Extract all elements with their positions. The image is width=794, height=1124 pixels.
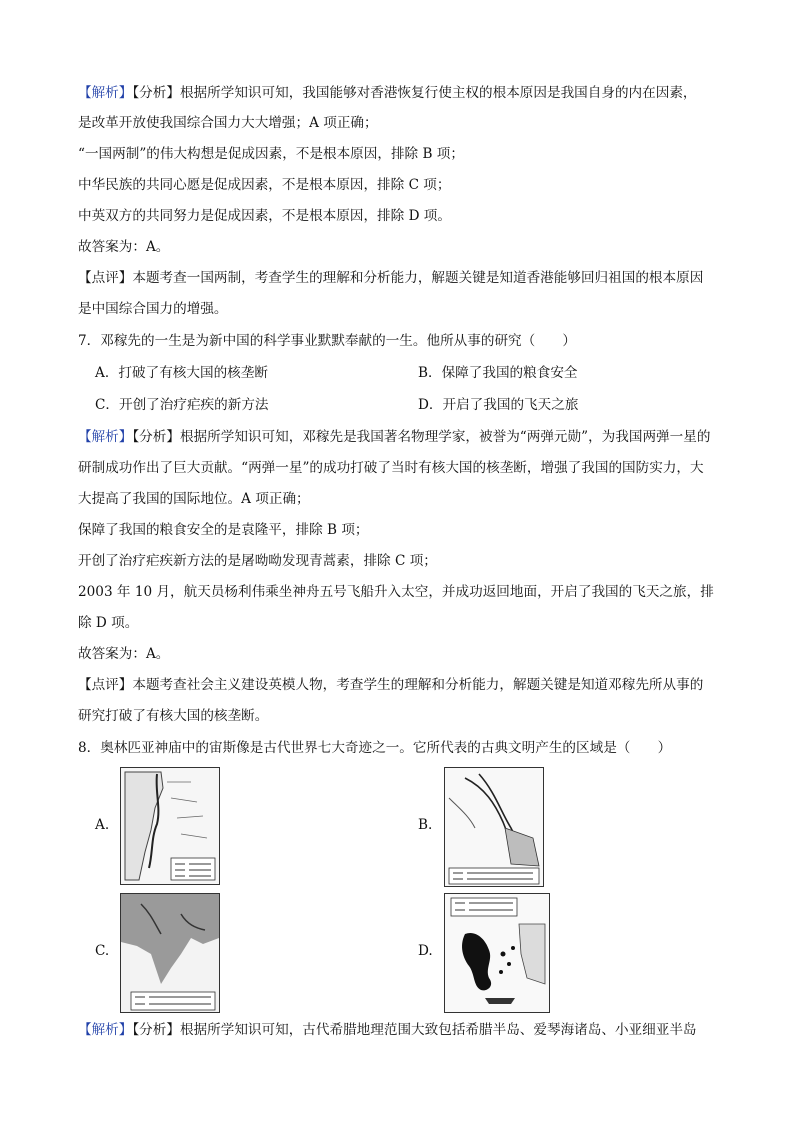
q7-comment-line-1: 【点评】本题考查社会主义建设英模人物，考查学生的理解和分析能力，解题关键是知道邓稼先所从事的 <box>78 677 704 693</box>
q8-option-c-label: C. <box>95 943 110 959</box>
q6-analysis-line-4: 中华民族的共同心愿是促成因素，不是根本原因，排除 C 项； <box>78 177 451 193</box>
q7-option-b: B．保障了我国的粮食安全 <box>418 365 578 381</box>
q7-comment-line-2: 研究打破了有核大国的核垄断。 <box>78 708 269 724</box>
q7-option-d: D．开启了我国的飞天之旅 <box>418 397 579 413</box>
q7-option-a: A．打破了有核大国的核垄断 <box>95 365 268 381</box>
q6-comment-line-2: 是中国综合国力的增强。 <box>78 301 228 317</box>
q7-analysis-line-3: 大提高了我国的国际地位。A 项正确； <box>78 491 310 507</box>
q7-analysis-line-2: 研制成功作出了巨大贡献。“两弹一星”的成功打破了当时有核大国的核垄断，增强了我国的国防实力，大 <box>78 460 704 476</box>
q6-analysis-line-5: 中英双方的共同努力是促成因素，不是根本原因，排除 D 项。 <box>78 208 451 224</box>
q7-option-c: C．开创了治疗疟疾的新方法 <box>95 397 269 413</box>
q7-analysis-line-6: 2003 年 10 月，航天员杨利伟乘坐神舟五号飞船升入太空，并成功返回地面，开启了我国的飞天之旅，排 <box>78 584 714 600</box>
q8-stem: 8．奥林匹亚神庙中的宙斯像是古代世界七大奇迹之一。它所代表的古典文明产生的区域是（ ） <box>78 740 672 756</box>
q8-analysis-line-1: 【解析】【分析】根据所学知识可知，古代希腊地理范围大致包括希腊半岛、爱琴海诸岛、小亚细亚半岛 <box>78 1022 697 1038</box>
q8-option-b-map-image <box>444 767 544 887</box>
q8-option-a-map-image <box>120 767 220 885</box>
q8-option-d-map-image <box>444 893 550 1013</box>
q8-option-d-label: D. <box>418 943 433 959</box>
q8-option-c-map-image <box>120 893 220 1013</box>
q7-analysis-line-7: 除 D 项。 <box>78 615 139 631</box>
q6-comment-line-1: 【点评】本题考查一国两制，考查学生的理解和分析能力，解题关键是知道香港能够回归祖国的根本原因 <box>78 270 704 286</box>
q7-stem: 7．邓稼先的一生是为新中国的科学事业默默奉献的一生。他所从事的研究（ ） <box>78 333 577 349</box>
q6-analysis-line-1: 【解析】【分析】根据所学知识可知，我国能够对香港恢复行使主权的根本原因是我国自身的内在因素， <box>78 85 697 101</box>
q7-analysis-line-1: 【解析】【分析】根据所学知识可知，邓稼先是我国著名物理学家，被誉为“两弹元勋”，为我国两弹一星的 <box>78 429 711 445</box>
q6-analysis-line-2: 是改革开放使我国综合国力大大增强；A 项正确； <box>78 115 378 131</box>
q6-answer: 故答案为：A。 <box>78 239 170 255</box>
q8-option-a-label: A. <box>95 817 110 833</box>
q7-analysis-line-5: 开创了治疗疟疾新方法的是屠呦呦发现青蒿素，排除 C 项； <box>78 553 437 569</box>
q7-analysis-line-4: 保障了我国的粮食安全的是袁隆平，排除 B 项； <box>78 522 369 538</box>
q7-answer: 故答案为：A。 <box>78 646 170 662</box>
q8-option-b-label: B. <box>418 817 433 833</box>
q6-analysis-line-3: “一国两制”的伟大构想是促成因素，不是根本原因，排除 B 项； <box>78 146 464 162</box>
